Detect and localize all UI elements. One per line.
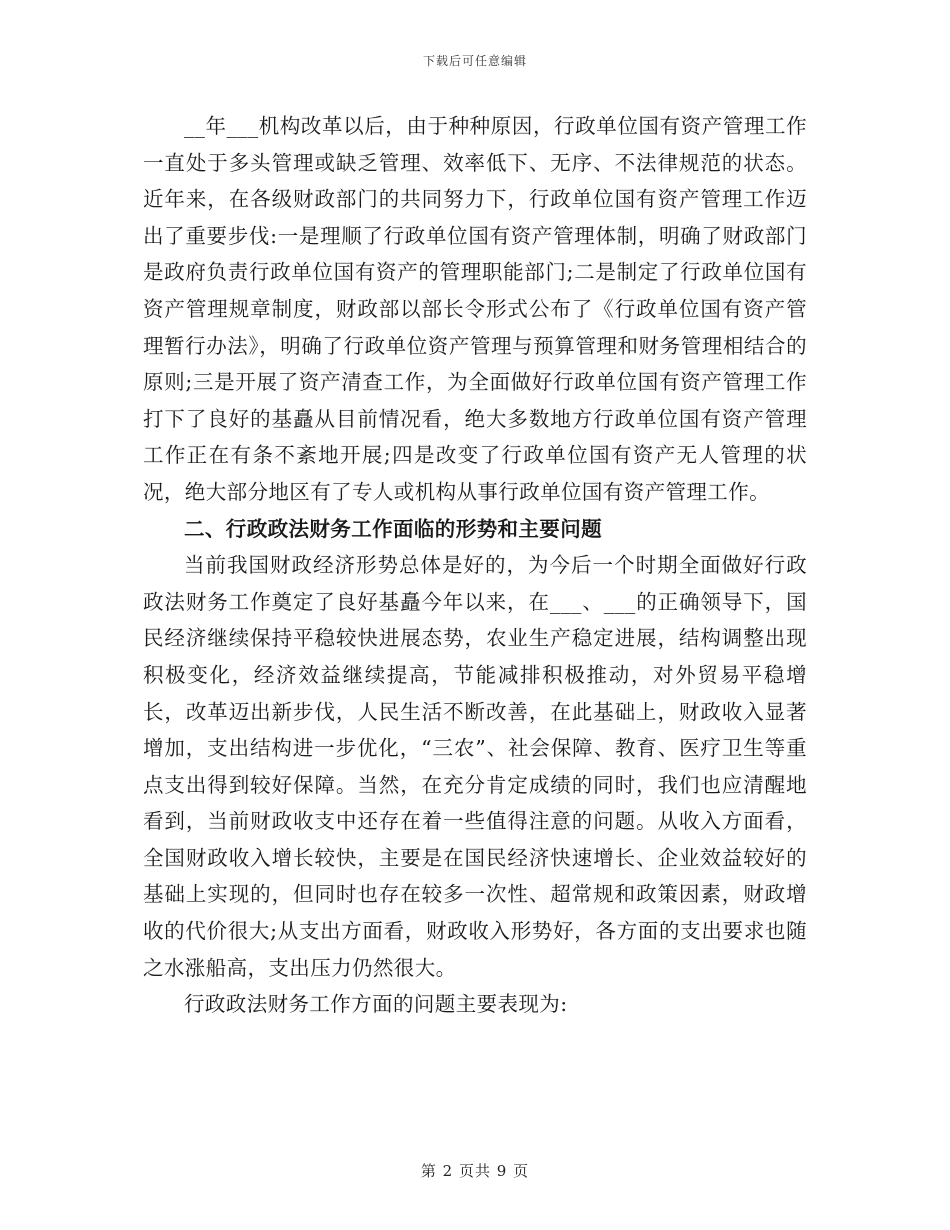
section-heading-2: 二、行政政法财务工作面临的形势和主要问题 — [184, 516, 602, 541]
paragraph-problems-intro: 行政政法财务工作方面的问题主要表现为: — [184, 992, 568, 1017]
paragraph-economic-situation: 当前我国财政经济形势总体是好的，为今后一个时期全面做好行政政法财务工作奠定了良好基矗今年以来，在___、___的正确领导下，国民经济继续保持平稳较快进展态势，农业生产稳定进展，结构调整出现积极变化，经济效益继续提高，节能减排积极推动，对外贸易平稳增长，改革迈出新步伐，人民生活不断改善，在此基础上，财政收入显著增加，支出结构进一步优化，“三农”、社会保障、教育、医疗卫生等重点支出得到较好保障。当然，在充分肯定成绩的同时，我们也应清醒地看到，当前财政收支中还存在着一些值得注意的问题。从收入方面看，全国财政收入增长较快，主要是在国民经济快速增长、企业效益较好的基础上实现的，但同时也存在较多一次性、超常规和政策因素，财政增收的代价很大;从支出方面看，财政收入形势好，各方面的支出要求也随之水涨船高，支出压力仍然很大。 — [143, 553, 807, 980]
paragraph-asset-management: __年___机构改革以后，由于种种原因，行政单位国有资产管理工作一直处于多头管理或缺乏管理、效率低下、无序、不法律规范的状态。近年来，在各级财政部门的共同努力下，行政单位国有资产管理工作迈出了重要步伐:一是理顺了行政单位国有资产管理体制，明确了财政部门是政府负责行政单位国有资产的管理职能部门;二是制定了行政单位国有资产管理规章制度，财政部以部长令形式公布了《行政单位国有资产管理暂行办法》，明确了行政单位资产管理与预算管理和财务管理相结合的原则;三是开展了资产清查工作，为全面做好行政单位国有资产管理工作打下了良好的基矗从目前情况看，绝大多数地方行政单位国有资产管理工作正在有条不紊地开展;四是改变了行政单位国有资产无人管理的状况，绝大部分地区有了专人或机构从事行政单位国有资产管理工作。 — [143, 114, 807, 504]
document-body — [143, 108, 807, 1023]
page-footer: 第 2 页共 9 页 — [420, 1162, 530, 1180]
page-header: 下载后可任意编辑 — [422, 54, 527, 68]
